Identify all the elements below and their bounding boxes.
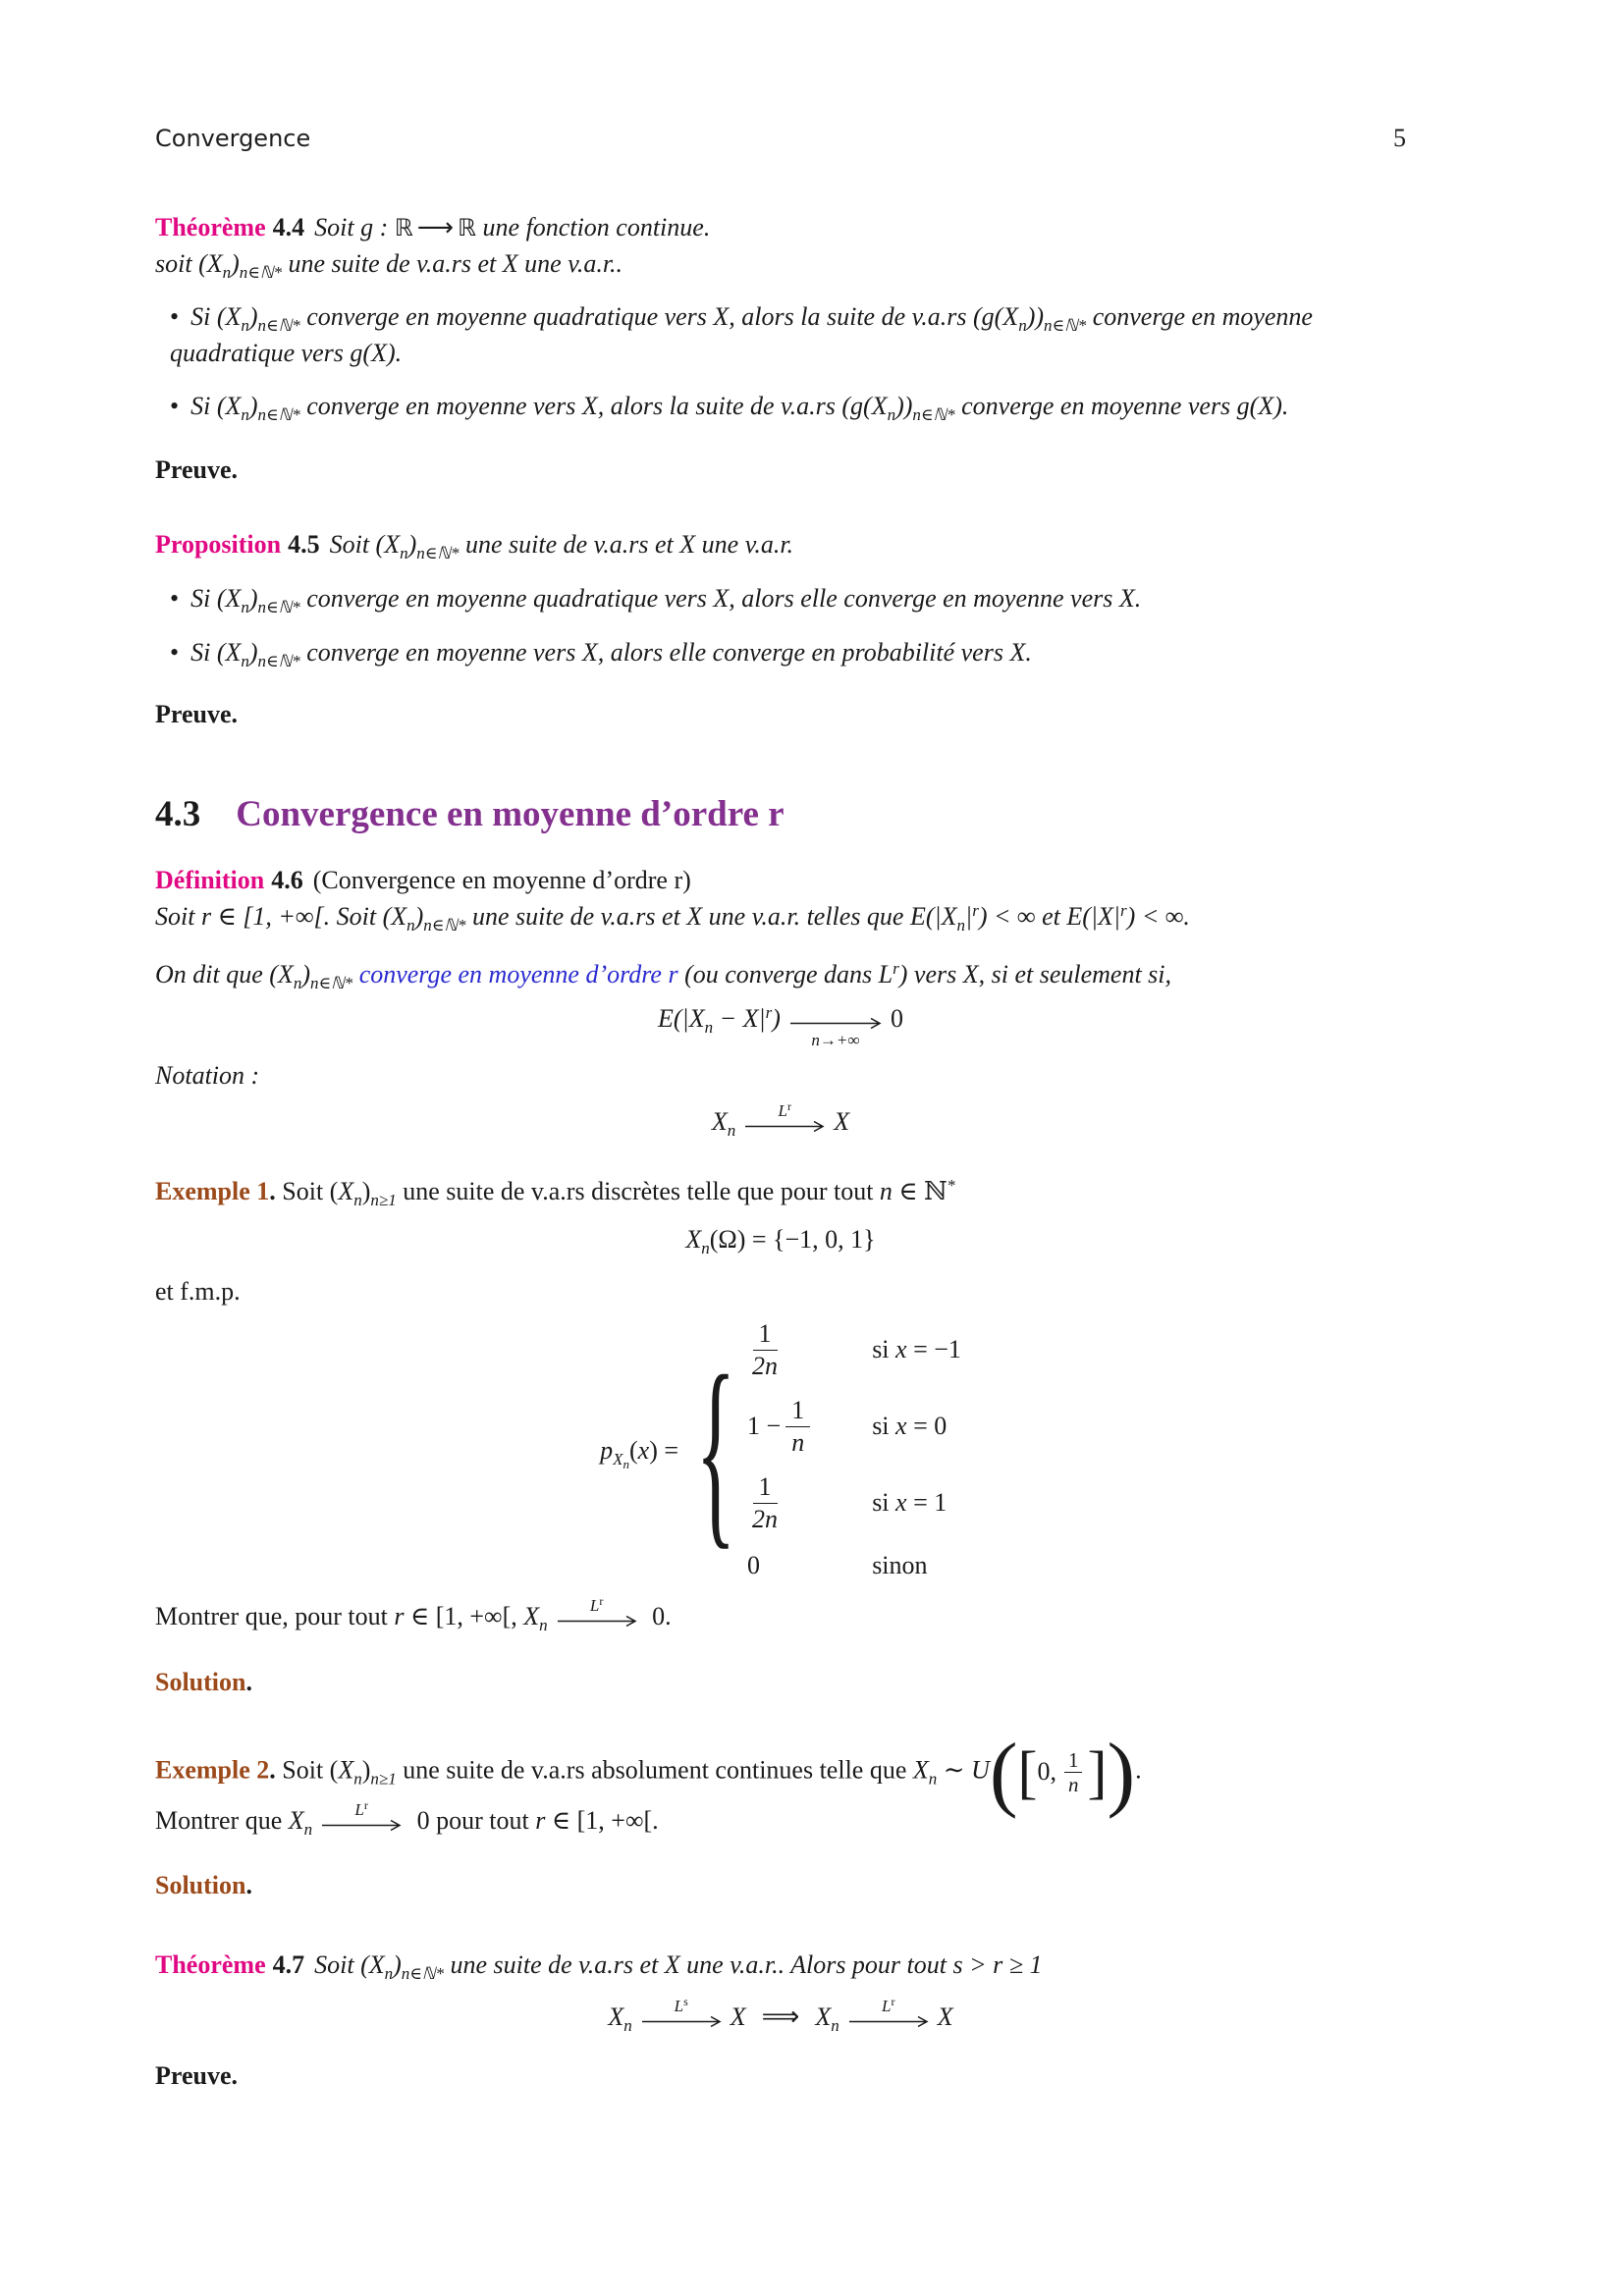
subscript: n — [704, 1018, 714, 1038]
math-run: E(|X — [658, 1004, 705, 1034]
math-run: X — [834, 1106, 850, 1136]
text-run: converge en moyenne vers g(X). — [954, 391, 1289, 420]
text-run: = 1 — [906, 1488, 947, 1518]
subscript: n∈ℕ* — [257, 598, 300, 617]
fraction — [785, 1395, 810, 1460]
running-title: Convergence — [155, 125, 311, 152]
numerator: 1 — [1064, 1748, 1083, 1773]
case-condition — [872, 1332, 961, 1368]
subscript: n — [241, 315, 249, 335]
text-run: si — [872, 1488, 896, 1518]
bullet-icon: • — [170, 584, 180, 614]
preuve-heading: Preuve. — [155, 2060, 238, 2090]
interval-content — [1037, 1748, 1087, 1796]
case-value — [747, 1318, 783, 1383]
arrow-label — [320, 1801, 403, 1818]
math-run: X — [815, 2002, 832, 2032]
montrer-line — [155, 1597, 1406, 1635]
text-run: ) — [407, 530, 417, 560]
math-run: X — [338, 1755, 354, 1785]
text-run: une suite de v.a.rs et X une v.a.r.. Alors pour tout s > r ≥ 1 — [444, 1950, 1043, 1980]
math-run: 1 − — [747, 1412, 782, 1441]
math-run: ∼ — [937, 1755, 972, 1785]
case-value: 0 — [747, 1550, 761, 1579]
arrow-label — [640, 1998, 723, 2014]
label-period: . — [245, 1871, 252, 1900]
highlighted-term: converge en moyenne d’ordre r — [358, 960, 678, 989]
text-run: une suite de v.a.rs et X une v.a.r. telles que E(|X — [465, 902, 957, 932]
math-run: (Ω) = {−1, 0, 1} — [709, 1224, 876, 1254]
proposition-label: Proposition — [155, 530, 282, 560]
math-run: 0, — [1037, 1757, 1056, 1787]
text-run: Montrer que — [155, 1805, 289, 1835]
text-run: )) — [895, 391, 913, 420]
text-run: On dit que (X — [155, 960, 294, 989]
arrow-label — [743, 1102, 826, 1119]
math-run: ) — [772, 1004, 781, 1034]
text-run: converge en moyenne quadratique vers X, alors elle converge en moyenne vers X. — [299, 584, 1142, 614]
denominator: n — [791, 1428, 805, 1458]
arrow-label — [556, 1597, 638, 1614]
bullet-item — [155, 635, 1406, 671]
text-run: converge en moyenne vers X, alors la suite de v.a.rs (g(X — [299, 391, 888, 420]
math-run: − X| — [713, 1004, 766, 1034]
math-run: 0 — [890, 1004, 903, 1034]
text-run: Soit ( — [275, 1755, 339, 1785]
math-run: X — [338, 1176, 354, 1205]
section-heading — [155, 792, 1406, 837]
label-period: . — [269, 1176, 276, 1205]
text-run: ) — [361, 1176, 371, 1205]
label-period: . — [245, 1668, 252, 1697]
text-run: ∈ [1, +∞[, — [404, 1602, 524, 1631]
denominator: 2n — [752, 1505, 779, 1534]
text-run: (ou converge dans L — [677, 960, 893, 989]
theorem-number: 4.4 — [272, 213, 305, 241]
labeled-arrow — [556, 1597, 638, 1628]
text-run: soit (X — [155, 248, 223, 278]
math-run: U — [971, 1755, 990, 1785]
big-left-bracket: [ — [1017, 1739, 1038, 1805]
page-number: 5 — [1393, 124, 1406, 152]
limit-arrow — [788, 1017, 883, 1048]
text-run: Montrer que, pour tout — [155, 1602, 395, 1631]
text-run: ) < ∞ et E(|X| — [978, 902, 1121, 932]
text-run: Soit (X — [314, 1950, 385, 1980]
text-run: converge en moyenne quadratique vers X, alors la suite de v.a.rs (g(X — [299, 301, 1019, 331]
page-header — [155, 0, 1406, 153]
text-run: Soit r ∈ [1, +∞[. Soit (X — [155, 902, 407, 932]
case-condition — [872, 1485, 947, 1522]
text-run: Si (X — [190, 584, 242, 614]
bullet-item — [155, 299, 1406, 372]
arrow-label — [847, 1998, 930, 2014]
bullet-icon: • — [170, 391, 180, 420]
display-support — [155, 1222, 1406, 1258]
case-condition — [872, 1409, 947, 1445]
big-right-bracket: ] — [1087, 1739, 1108, 1805]
math-run: X — [613, 1449, 623, 1468]
math-run: ( — [628, 1435, 638, 1465]
superscript: r — [599, 1597, 604, 1609]
text-run: Soit ( — [275, 1176, 339, 1205]
text-run: ) < ∞. — [1126, 902, 1190, 932]
math-run: p — [600, 1435, 614, 1465]
text-run: ) vers X, si et seulement si, — [898, 960, 1172, 989]
case-value — [747, 1395, 815, 1460]
proposition-number: 4.5 — [288, 530, 320, 560]
section-title: Convergence en moyenne d’ordre r — [236, 794, 785, 835]
text-run: une suite de v.a.rs et X une v.a.r. — [459, 530, 794, 560]
case-value — [747, 1471, 783, 1536]
numerator: 1 — [785, 1395, 810, 1428]
notation-heading: Notation : — [155, 1061, 260, 1091]
display-notation — [155, 1102, 1406, 1141]
section-number: 4.3 — [155, 794, 201, 835]
superscript: * — [947, 1175, 956, 1195]
pmf-lhs — [600, 1433, 678, 1469]
text-run: ) — [248, 584, 258, 614]
math-run: X — [288, 1805, 304, 1835]
text-run: )) — [1026, 301, 1045, 331]
example-1 — [155, 1174, 1406, 1210]
fmp-text: et f.m.p. — [155, 1276, 241, 1306]
math-run: X — [937, 2002, 953, 2032]
math-run: L — [354, 1800, 364, 1819]
subscript: n∈ℕ* — [309, 974, 353, 993]
math-run: L — [882, 1998, 892, 2016]
math-run: n — [879, 1176, 893, 1205]
subscript: n∈ℕ* — [416, 544, 460, 563]
theorem-label: Théorème — [155, 1950, 266, 1980]
subscript: n — [353, 1190, 362, 1209]
subscript: n∈ℕ* — [239, 262, 282, 282]
math-run: ) = — [649, 1435, 679, 1465]
text-run: 0 pour tout — [410, 1805, 536, 1835]
implies-symbol: ⟹ — [761, 2002, 800, 2033]
text-run: une fonction continue. — [476, 213, 711, 241]
subscript: n∈ℕ* — [912, 404, 955, 424]
math-run: r — [535, 1805, 546, 1835]
cases-grid — [747, 1318, 961, 1584]
subscript: n — [222, 262, 232, 282]
subscript: n — [1018, 315, 1027, 335]
subscript: n — [701, 1238, 710, 1257]
solution-label: Solution — [155, 1668, 246, 1697]
subscript: n — [303, 1819, 313, 1839]
text-run: ) — [248, 638, 258, 667]
math-run: X — [523, 1602, 540, 1631]
display-implication — [155, 1998, 1406, 2036]
superscript: r — [363, 1800, 368, 1812]
theorem-number: 4.7 — [272, 1950, 305, 1980]
text-run: une suite de v.a.rs discrètes telle que pour tout — [396, 1176, 880, 1205]
text-run: ∈ ℕ — [892, 1176, 947, 1205]
denominator: n — [1067, 1773, 1079, 1797]
text-run: ) — [301, 960, 310, 989]
bullet-icon: • — [170, 638, 180, 667]
superscript: r — [765, 1003, 773, 1023]
superscript: r — [1120, 901, 1127, 921]
long-arrow-symbol: ⟶ — [416, 213, 455, 242]
limit-label: n→+∞ — [811, 1031, 860, 1049]
big-right-paren: ) — [1107, 1725, 1136, 1820]
long-arrow-icon — [320, 1819, 403, 1832]
text-run: ) — [361, 1755, 371, 1785]
subscript: n∈ℕ* — [401, 1964, 444, 1984]
solution-heading — [155, 1868, 1406, 1904]
subscript: n — [406, 916, 415, 935]
fraction — [752, 1471, 778, 1536]
subscript: n — [928, 1769, 938, 1789]
subscript: n≥1 — [370, 1190, 397, 1209]
denominator: 2n — [752, 1352, 779, 1381]
text-run: converge en moyenne vers X, alors elle converge en probabilité vers X. — [299, 638, 1032, 667]
theorem-4-4 — [155, 210, 1406, 283]
subscript: n — [727, 1120, 736, 1140]
definition-4-6 — [155, 863, 1406, 935]
fraction — [752, 1318, 778, 1383]
long-arrow-icon — [640, 2015, 723, 2028]
text-run: Si (X — [190, 638, 242, 667]
case-condition: sinon — [872, 1550, 928, 1579]
text-run: = 0 — [906, 1412, 947, 1441]
math-run: X — [730, 2002, 746, 2032]
example-label: Exemple 1 — [155, 1176, 270, 1205]
labeled-arrow — [847, 1998, 930, 2028]
subscript: n∈ℕ* — [257, 404, 300, 424]
text-run: ) — [231, 248, 240, 278]
blackboard-R-symbol: ℝ — [458, 214, 477, 241]
text-run: . — [1135, 1755, 1142, 1785]
theorem-4-7 — [155, 1948, 1406, 1984]
math-run: X — [685, 1224, 702, 1254]
subscript: n∈ℕ* — [423, 916, 466, 935]
subscript: n — [539, 1616, 548, 1635]
long-arrow-icon — [788, 1017, 883, 1030]
big-left-paren: ( — [989, 1725, 1018, 1820]
text-run: 0. — [645, 1602, 672, 1631]
subscript: n∈ℕ* — [257, 652, 300, 671]
bullet-item — [155, 581, 1406, 617]
math-run: L — [778, 1101, 787, 1120]
subscript: n∈ℕ* — [257, 315, 300, 335]
text-run: une suite de v.a.rs absolument continues telle que — [396, 1755, 913, 1785]
preuve-heading: Preuve. — [155, 454, 238, 484]
proposition-4-5 — [155, 527, 1406, 563]
definition-number: 4.6 — [271, 866, 303, 895]
math-run: r — [394, 1602, 405, 1631]
math-run: x — [895, 1335, 907, 1364]
bullet-item — [155, 389, 1406, 425]
left-brace: { — [695, 1332, 736, 1568]
text-run: converge en moyenne quadratique vers g(X). — [170, 301, 1313, 367]
theorem-label: Théorème — [155, 213, 266, 241]
superscript: r — [972, 901, 979, 921]
fraction — [1064, 1748, 1083, 1796]
text-run: ∈ [1, +∞[. — [545, 1805, 659, 1835]
display-limit-equation — [155, 1001, 1406, 1048]
subscript: n — [241, 598, 249, 617]
long-arrow-icon — [847, 2015, 930, 2028]
subscript: n — [353, 1769, 362, 1789]
math-run: X — [608, 2002, 624, 2032]
labeled-arrow — [640, 1998, 723, 2028]
text-run: Soit (X — [329, 530, 401, 560]
math-run: L — [674, 1998, 684, 2016]
superscript: r — [891, 1998, 895, 2009]
subscript: n — [956, 916, 966, 935]
subscript: n — [400, 544, 408, 563]
text-run: ) — [414, 902, 424, 932]
text-run: Soit g : — [314, 213, 395, 241]
text-run: ) — [248, 301, 258, 331]
text-run: si — [872, 1335, 896, 1364]
subscript — [613, 1449, 629, 1471]
math-run: X — [912, 1755, 929, 1785]
subscript: n — [293, 974, 302, 993]
subscript: n∈ℕ* — [1044, 315, 1087, 335]
superscript: r — [786, 1101, 791, 1113]
text-run: une suite de v.a.rs et X une v.a.r.. — [281, 248, 623, 278]
labeled-arrow — [743, 1102, 826, 1133]
text-run: si — [872, 1412, 896, 1441]
labeled-arrow — [320, 1801, 403, 1832]
subscript: n — [623, 2016, 632, 2036]
text-run: = −1 — [906, 1335, 961, 1364]
math-run: L — [589, 1597, 600, 1616]
math-run: X — [711, 1106, 728, 1136]
long-arrow-icon — [743, 1120, 826, 1133]
text-run: (Convergence en moyenne d’ordre r) — [312, 866, 691, 895]
math-run: x — [895, 1488, 907, 1518]
definition-label: Définition — [155, 866, 265, 895]
subscript: n — [241, 404, 249, 424]
label-period: . — [269, 1755, 276, 1785]
text-run: Si (X — [190, 301, 242, 331]
example-label: Exemple 2 — [155, 1755, 270, 1785]
piecewise-definition — [155, 1318, 1406, 1584]
subscript: n — [623, 1456, 629, 1471]
montrer-line — [155, 1801, 1406, 1840]
text-run: ) — [248, 391, 258, 420]
subscript: n — [241, 652, 249, 671]
blackboard-R-symbol: ℝ — [394, 214, 413, 241]
long-arrow-icon — [556, 1615, 638, 1628]
preuve-heading: Preuve. — [155, 700, 238, 729]
bullet-icon: • — [170, 301, 180, 331]
numerator: 1 — [753, 1318, 778, 1352]
subscript: n≥1 — [370, 1769, 397, 1789]
math-run: x — [637, 1435, 650, 1465]
definition-body — [155, 957, 1406, 993]
subscript: n — [384, 1964, 394, 1984]
text-run: Si (X — [190, 391, 242, 420]
text-run: ) — [393, 1950, 402, 1980]
numerator: 1 — [753, 1471, 778, 1505]
solution-label: Solution — [155, 1871, 246, 1900]
subscript: n — [831, 2016, 839, 2036]
text-run: | — [965, 902, 973, 932]
superscript: r — [893, 959, 899, 979]
subscript: n — [887, 404, 896, 424]
solution-heading — [155, 1665, 1406, 1701]
superscript: s — [683, 1998, 688, 2009]
math-run: x — [895, 1412, 907, 1441]
